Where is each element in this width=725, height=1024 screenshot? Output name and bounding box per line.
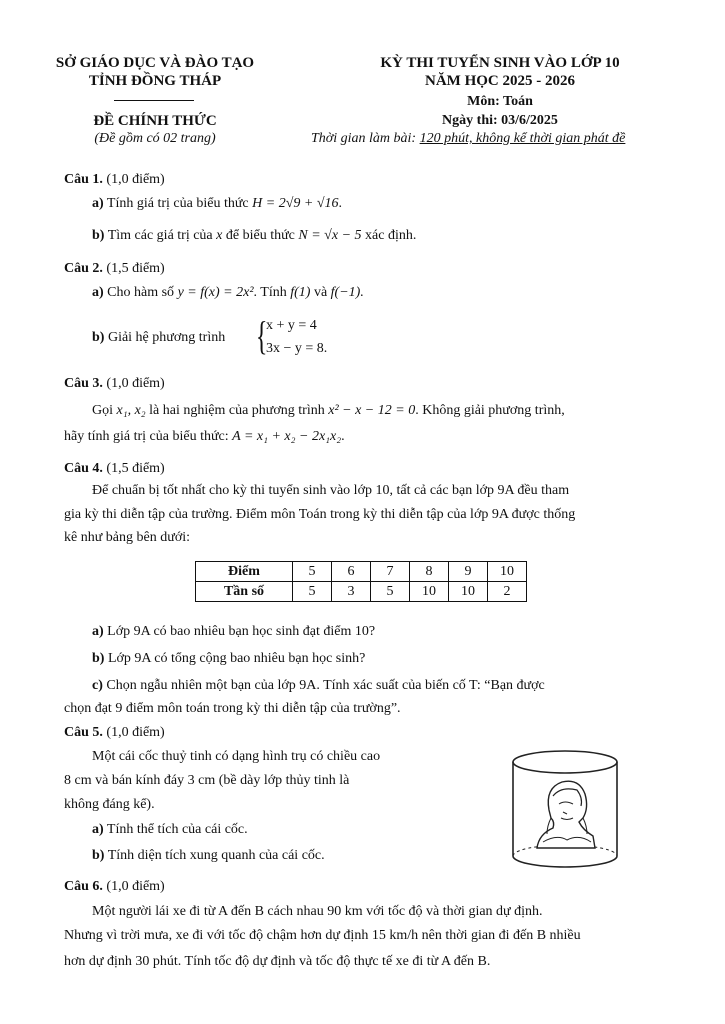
frequency-cell: 5 <box>371 582 410 602</box>
score-cell: 5 <box>293 562 332 582</box>
q4-c-text2: chọn đạt 9 điểm môn toán trong kỳ thi diễn tập của trường”. <box>64 701 401 716</box>
q4-heading <box>64 461 165 477</box>
q1-heading <box>64 172 165 188</box>
q5-a-text: Tính thể tích của cái cốc. <box>106 822 248 837</box>
q1-a: a) Tính giá trị của biểu thức H = 2√9 + √16. <box>92 196 343 211</box>
subject: Môn: Toán <box>467 94 533 109</box>
frequency-cell: 10 <box>410 582 449 602</box>
score-table <box>195 561 527 602</box>
q2-heading <box>64 261 165 277</box>
q4-a <box>92 624 375 640</box>
q3-heading <box>64 376 165 392</box>
q5-intro1: Một cái cốc thuỷ tinh có dạng hình trụ có chiều cao <box>92 749 381 764</box>
q3-points: (1,0 điểm) <box>106 376 165 391</box>
q4-b-label: b) <box>92 651 105 666</box>
q5-label: Câu 5. <box>64 725 103 740</box>
q1-b-var: x <box>216 228 223 243</box>
time-prefix: Thời gian làm bài: <box>311 131 420 146</box>
q4-points: (1,5 điểm) <box>106 461 165 476</box>
q6-heading <box>64 879 165 895</box>
q4-intro2: gia kỳ thi diễn tập của trường. Điểm môn Toán trong kỳ thi diễn tập của lớp 9A được thống <box>64 507 576 522</box>
q6-line1: Một người lái xe đi từ A đến B cách nhau 90 km với tốc độ và thời gian dự định. <box>92 904 543 919</box>
time-limit <box>311 131 691 147</box>
exam-date-text: Ngày thi: 03/6/2025 <box>442 113 558 128</box>
q2-a-and: và <box>313 285 328 300</box>
frequency-cell: 10 <box>449 582 488 602</box>
q3-line2-a: hãy tính giá trị của biểu thức: <box>64 429 229 444</box>
system-brace: { <box>255 313 268 358</box>
q2-a-label: a) <box>92 285 104 300</box>
q4-intro3: kê như bảng bên dưới: <box>64 530 190 545</box>
q5-a-label: a) <box>92 822 104 837</box>
q2-b <box>92 330 225 346</box>
q5-b-text: Tính diện tích xung quanh của cái cốc. <box>107 848 325 863</box>
exam-title: KỲ THI TUYỂN SINH VÀO LỚP 10 <box>380 55 620 71</box>
glass-cup-illustration <box>507 748 627 874</box>
q4-b-text: Lớp 9A có tổng cộng bao nhiêu bạn học sinh? <box>107 651 366 666</box>
q2-label: Câu 2. <box>64 261 103 276</box>
q1-label: Câu 1. <box>64 172 103 187</box>
q2-b-text: Giải hệ phương trình <box>107 330 226 345</box>
score-cell: 10 <box>488 562 527 582</box>
q3-label: Câu 3. <box>64 376 103 391</box>
q3-line1-eq: x² − x − 12 = 0 <box>328 403 416 418</box>
q2-points: (1,5 điểm) <box>106 261 165 276</box>
frequency-row <box>196 582 527 602</box>
q1-b <box>92 228 416 244</box>
q3-line1-vars: x₁, x₂ <box>116 403 146 418</box>
score-row <box>196 562 527 582</box>
q4-b <box>92 651 365 667</box>
q4-c-text1: Chọn ngẫu nhiên một bạn của lớp 9A. Tính xác suất của biến cố T: “Bạn được <box>106 678 545 693</box>
q5-b <box>92 848 325 864</box>
q1-a-label: a) <box>92 196 104 211</box>
q5-intro2: 8 cm và bán kính đáy 3 cm (bề dày lớp thủy tinh là <box>64 773 350 788</box>
q4-a-label: a) <box>92 624 104 639</box>
score-cell: 8 <box>410 562 449 582</box>
q1-b-math: N = √x − 5 <box>298 228 362 243</box>
q1-b-label: b) <box>92 228 105 243</box>
school-year: NĂM HỌC 2025 - 2026 <box>425 73 575 89</box>
q2-a-text2: . Tính <box>253 285 287 300</box>
q3-line1-b: là hai nghiệm của phương trình <box>149 403 325 418</box>
department-name: SỞ GIÁO DỤC VÀ ĐÀO TẠO <box>55 55 255 71</box>
q6-points: (1,0 điểm) <box>106 879 165 894</box>
q6-line3: hơn dự định 30 phút. Tính tốc độ dự định và tốc độ thực tế xe đi từ A đến B. <box>64 954 491 969</box>
q1-b-text3: xác định. <box>365 228 417 243</box>
q3-line1-c: . Không giải phương trình, <box>415 403 565 418</box>
q3-line2-eq: A = x₁ + x₂ − 2x₁x₂ <box>232 429 342 444</box>
q2-b-eq2: 3x − y = 8. <box>266 341 328 356</box>
score-cell: 9 <box>449 562 488 582</box>
q2-a-f2: f(−1). <box>330 285 364 300</box>
pages-note: (Đề gồm có 02 trang) <box>94 131 216 146</box>
q3-line1-a: Gọi <box>92 403 113 418</box>
score-header: Điểm <box>196 562 293 582</box>
q1-a-text: Tính giá trị của biểu thức <box>106 196 249 211</box>
q2-b-label: b) <box>92 330 105 345</box>
q5-a <box>92 822 248 838</box>
q1-points: (1,0 điểm) <box>106 172 165 187</box>
q5-heading <box>64 725 165 741</box>
q5-b-label: b) <box>92 848 105 863</box>
frequency-cell: 2 <box>488 582 527 602</box>
q4-a-text: Lớp 9A có bao nhiêu bạn học sinh đạt điểm 10? <box>107 624 376 639</box>
q5-points: (1,0 điểm) <box>106 725 165 740</box>
frequency-header: Tần số <box>196 582 293 602</box>
q4-c-label: c) <box>92 678 103 693</box>
q4-label: Câu 4. <box>64 461 103 476</box>
score-cell: 7 <box>371 562 410 582</box>
q6-line2: Nhưng vì trời mưa, xe đi với tốc độ chậm hơn dự định 15 km/h nên thời gian đi đến B nhiều <box>64 928 581 943</box>
header-divider <box>114 100 194 101</box>
official-label: ĐỀ CHÍNH THỨC <box>93 113 217 129</box>
q3-line1 <box>92 403 565 419</box>
q1-a-math: H = 2√9 + √16 <box>252 196 339 211</box>
q2-a-text: Cho hàm số <box>107 285 175 300</box>
province-name: TỈNH ĐỒNG THÁP <box>88 73 222 89</box>
q5-intro3: không đáng kể). <box>64 797 155 812</box>
q1-b-text: Tìm các giá trị của <box>107 228 213 243</box>
q3-line2: hãy tính giá trị của biểu thức: A = x₁ + x₂ − 2x₁x₂. <box>64 429 345 444</box>
score-cell: 6 <box>332 562 371 582</box>
q2-a-math: y = f(x) = 2x² <box>177 285 254 300</box>
frequency-cell: 3 <box>332 582 371 602</box>
exam-date <box>330 113 670 129</box>
q4-c <box>92 678 545 694</box>
frequency-cell: 5 <box>293 582 332 602</box>
q4-intro1: Để chuẩn bị tốt nhất cho kỳ thi tuyển sinh vào lớp 10, tất cả các bạn lớp 9A đều tham <box>92 483 570 498</box>
q1-b-text2: để biểu thức <box>225 228 295 243</box>
time-value: 120 phút, không kể thời gian phát đề <box>419 131 626 146</box>
q6-label: Câu 6. <box>64 879 103 894</box>
q2-a-f1: f(1) <box>290 285 311 300</box>
q2-b-eq1: x + y = 4 <box>266 318 317 333</box>
q2-a <box>92 285 364 301</box>
